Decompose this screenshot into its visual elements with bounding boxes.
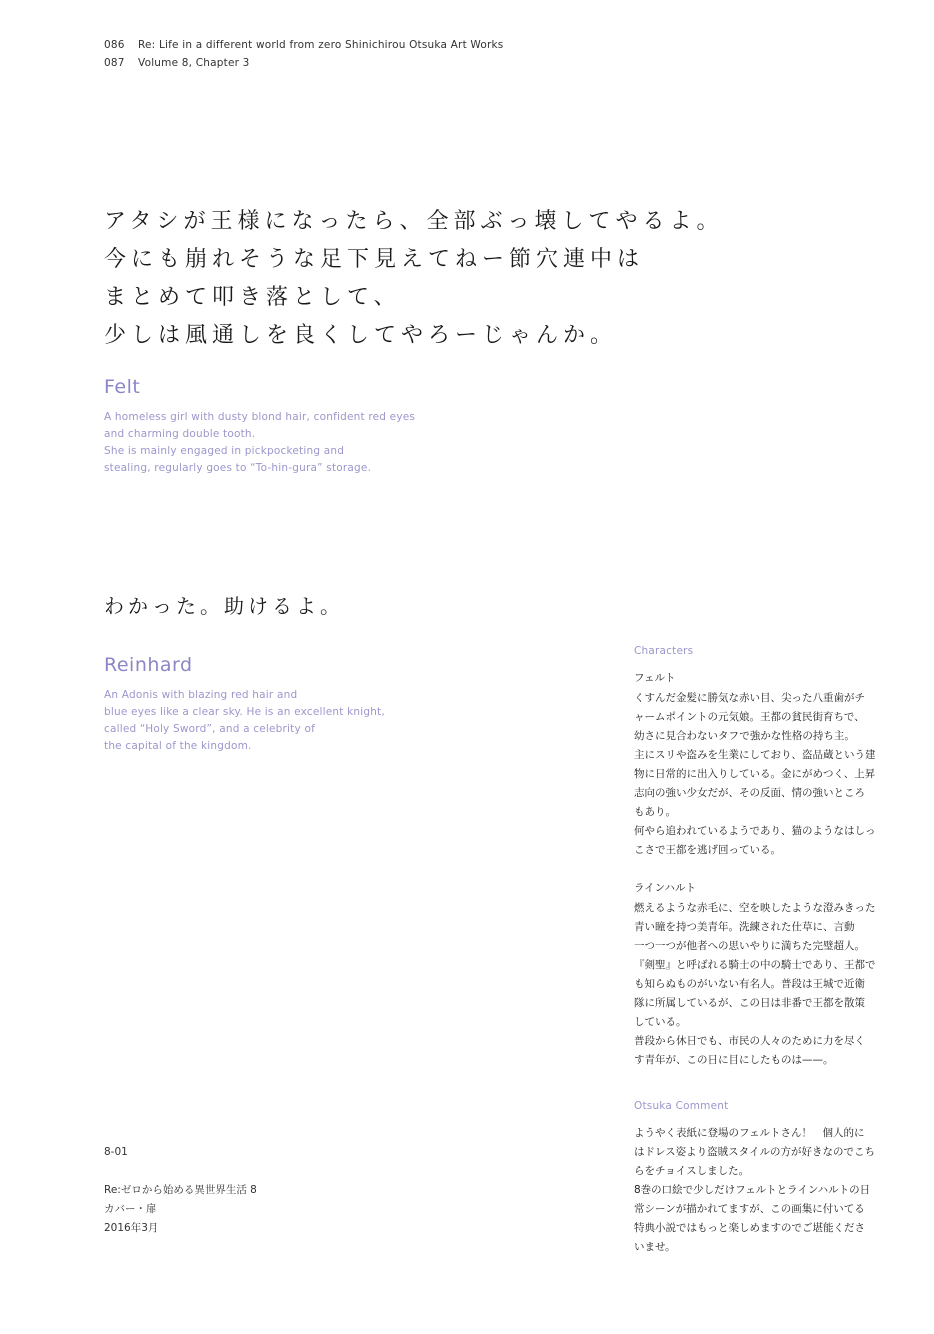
desc-line: An Adonis with blazing red hair and bbox=[104, 689, 298, 701]
profile-line: 幼さに見合わないタフで強かな性格の持ち主。 bbox=[634, 730, 855, 742]
profile-line: も知らぬものがいない有名人。普段は王城で近衛 bbox=[634, 978, 865, 990]
header-line bbox=[104, 36, 503, 54]
page-number: 086 bbox=[104, 39, 125, 51]
reinhard-name: Reinhard bbox=[104, 654, 193, 676]
quote-line: 少しは風通しを良くしてやろーじゃんか。 bbox=[104, 323, 618, 348]
desc-line: A homeless girl with dusty blond hair, confident red eyes bbox=[104, 411, 416, 423]
felt-quote bbox=[104, 203, 723, 355]
desc-line: called “Holy Sword”, and a celebrity of bbox=[104, 723, 315, 735]
profile-line: す青年が、この日に目にしたものは——。 bbox=[634, 1054, 834, 1066]
profile-line: 何やら追われているようであり、猫のようなはしっ bbox=[634, 825, 876, 837]
profile-line: 一つ一つが他者への思いやりに満ちた完璧超人。 bbox=[634, 940, 865, 952]
reinhard-quote: わかった。助けるよ。 bbox=[104, 594, 344, 618]
chapter-title: Volume 8, Chapter 3 bbox=[138, 57, 250, 69]
profile-line: 普段から休日でも、市民の人々のために力を尽く bbox=[634, 1035, 865, 1047]
comment-line: いませ。 bbox=[634, 1241, 676, 1253]
book-title: Re: Life in a different world from zero Shinichirou Otsuka Art Works bbox=[138, 39, 504, 51]
comment-line: らをチョイスしました。 bbox=[634, 1165, 750, 1177]
comment-line: 特典小説ではもっと楽しめますのでご堪能くださ bbox=[634, 1222, 865, 1234]
profile-line: ャームポイントの元気娘。王都の貧民街育ちで、 bbox=[634, 711, 865, 723]
comment-line: 常シーンが描かれてますが、この画集に付いてる bbox=[634, 1203, 865, 1215]
header-line bbox=[104, 54, 503, 72]
profile-line: している。 bbox=[634, 1016, 687, 1028]
credit-line: 2016年3月 bbox=[104, 1222, 159, 1234]
credit-line: Re:ゼロから始める異世界生活 8 bbox=[104, 1184, 257, 1196]
desc-line: She is mainly engaged in pickpocketing and bbox=[104, 445, 345, 457]
reinhard-description bbox=[104, 687, 385, 755]
page-number: 087 bbox=[104, 57, 125, 69]
felt-profile-heading: フェルト bbox=[634, 672, 676, 684]
felt-profile bbox=[634, 689, 884, 860]
desc-line: and charming double tooth. bbox=[104, 428, 256, 440]
comment-line: 8巻の口絵で少しだけフェルトとラインハルトの日 bbox=[634, 1184, 871, 1196]
profile-line: もあり。 bbox=[634, 806, 676, 818]
profile-line: こさで王都を逃げ回っている。 bbox=[634, 844, 781, 856]
profile-line: くすんだ金髪に勝気な赤い目、尖った八重歯がチ bbox=[634, 692, 865, 704]
credit-line: カバー・扉 bbox=[104, 1203, 157, 1215]
illustration-code: 8-01 bbox=[104, 1146, 128, 1158]
profile-line: 志向の強い少女だが、その反面、情の強いところ bbox=[634, 787, 865, 799]
profile-line: 青い瞳を持つ美青年。洗練された仕草に、言動 bbox=[634, 921, 855, 933]
quote-line: まとめて叩き落として、 bbox=[104, 285, 401, 310]
reinhard-profile-heading: ラインハルト bbox=[634, 882, 696, 894]
comment-line: はドレス姿より盗賊スタイルの方が好きなのでこち bbox=[634, 1146, 875, 1158]
profile-line: 燃えるような赤毛に、空を映したような澄みきった bbox=[634, 902, 876, 914]
desc-line: stealing, regularly goes to “To-hin-gura” storage. bbox=[104, 462, 372, 474]
illustration-credits bbox=[104, 1181, 257, 1238]
profile-line: 物に日常的に出入りしている。金にがめつく、上昇 bbox=[634, 768, 876, 780]
quote-line: 今にも崩れそうな足下見えてねー節穴連中は bbox=[104, 247, 645, 272]
felt-description bbox=[104, 409, 415, 477]
quote-line: アタシが王様になったら、全部ぶっ壊してやるよ。 bbox=[104, 209, 724, 234]
characters-section bbox=[634, 642, 884, 1070]
characters-heading: Characters bbox=[634, 645, 694, 657]
page-header bbox=[104, 36, 503, 72]
profile-line: 主にスリや盗みを生業にしており、盗品蔵という建 bbox=[634, 749, 876, 761]
profile-line: 隊に所属しているが、この日は非番で王都を散策 bbox=[634, 997, 865, 1009]
comment-line: ようやく表紙に登場のフェルトさん！ 個人的に bbox=[634, 1127, 865, 1139]
comment-section bbox=[634, 1097, 884, 1257]
felt-name: Felt bbox=[104, 376, 141, 398]
desc-line: blue eyes like a clear sky. He is an excellent knight, bbox=[104, 706, 385, 718]
profile-line: 『剣聖』と呼ばれる騎士の中の騎士であり、王都で bbox=[634, 959, 876, 971]
desc-line: the capital of the kingdom. bbox=[104, 740, 252, 752]
reinhard-profile bbox=[634, 899, 884, 1070]
comment-heading: Otsuka Comment bbox=[634, 1100, 729, 1112]
